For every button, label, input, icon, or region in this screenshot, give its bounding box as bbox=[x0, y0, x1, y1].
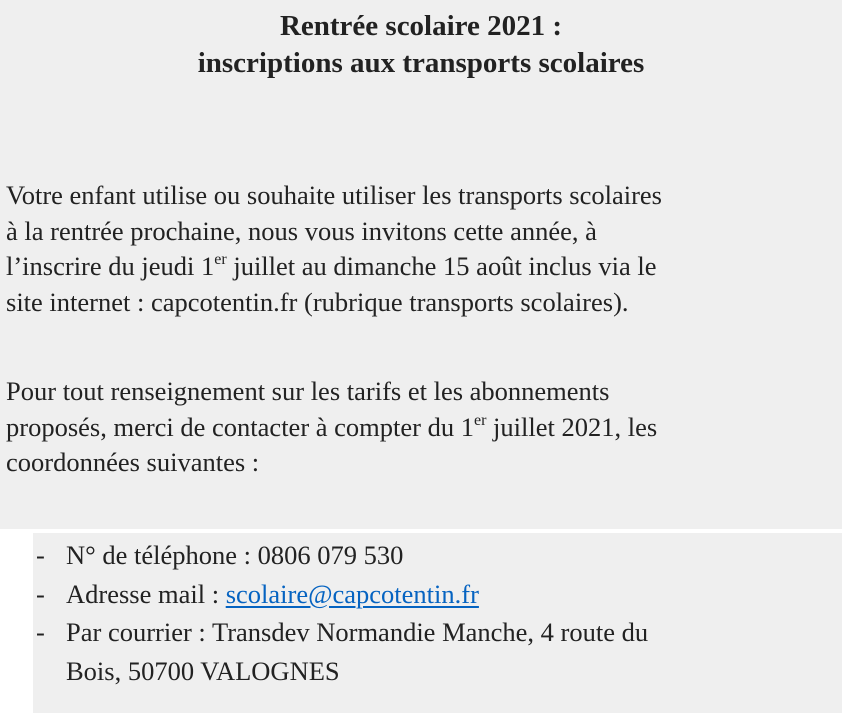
list-bullet: - bbox=[36, 617, 45, 647]
paragraph-line: Pour tout renseignement sur les tarifs et les abonnements bbox=[6, 376, 610, 406]
contact-item-phone bbox=[33, 536, 648, 575]
contact-item-email bbox=[33, 575, 648, 614]
list-bullet: - bbox=[36, 540, 45, 570]
title-line-1: Rentrée scolaire 2021 : bbox=[279, 10, 563, 42]
paragraph-line: Votre enfant utilise ou souhaite utiliser les transports scolaires bbox=[6, 180, 662, 210]
paragraph-text: juillet 2021, les bbox=[486, 411, 658, 442]
paragraph-line: coordonnées suivantes : bbox=[6, 447, 260, 477]
information-paragraph bbox=[6, 374, 840, 481]
email-label: Adresse mail : bbox=[66, 578, 226, 609]
list-bullet: - bbox=[36, 578, 45, 609]
paragraph-line: site internet : capcotentin.fr (rubrique transports scolaires). bbox=[6, 286, 629, 317]
registration-paragraph bbox=[6, 178, 840, 320]
mail-address-line: Bois, 50700 VALOGNES bbox=[66, 655, 340, 686]
mail-address-line: Par courrier : Transdev Normandie Manche, 4 route du bbox=[66, 617, 649, 647]
contact-list bbox=[33, 536, 648, 690]
paragraph-line bbox=[6, 249, 840, 285]
phone-text: N° de téléphone : 0806 079 530 bbox=[66, 540, 404, 570]
notice-title bbox=[0, 8, 842, 82]
paragraph-line: à la rentrée prochaine, nous vous invitons cette année, à bbox=[6, 215, 597, 246]
email-link[interactable]: scolaire@capcotentin.fr bbox=[225, 578, 479, 609]
paragraph-line bbox=[6, 410, 840, 446]
paragraph-text: l’inscrire du jeudi 1 bbox=[6, 251, 215, 281]
ordinal-superscript: er bbox=[473, 411, 487, 429]
ordinal-superscript: er bbox=[214, 251, 227, 268]
title-line-2: inscriptions aux transports scolaires bbox=[197, 47, 645, 79]
contact-item-mail bbox=[33, 613, 648, 690]
paragraph-text: proposés, merci de contacter à compter du 1 bbox=[6, 411, 474, 442]
paragraph-text: juillet au dimanche 15 août inclus via le bbox=[226, 251, 657, 281]
